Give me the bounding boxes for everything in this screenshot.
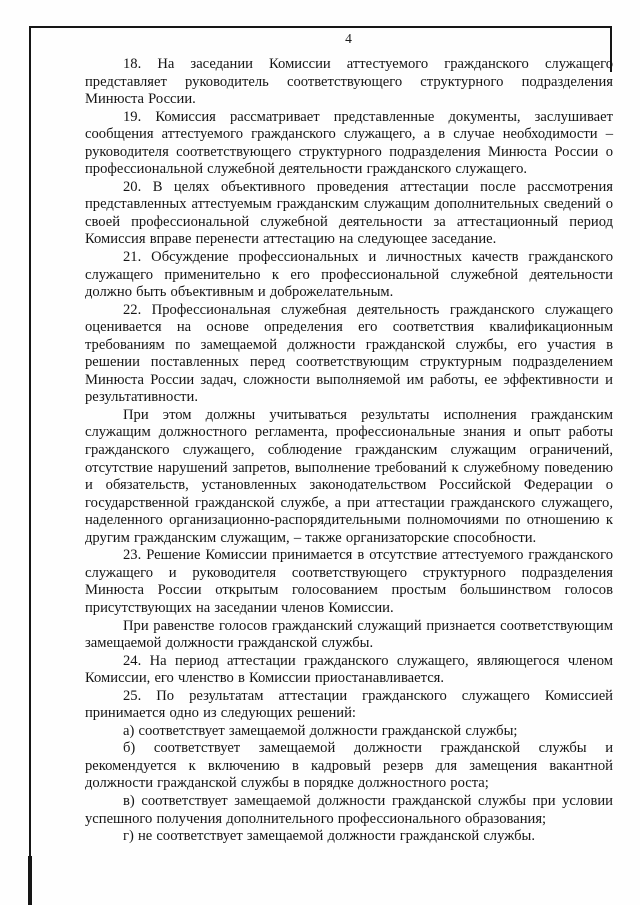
paragraph: 24. На период аттестации гражданского служащего, являющегося членом Комиссии, его членство в Комиссии приостанавливается. xyxy=(85,652,613,687)
paragraph: При равенстве голосов гражданский служащий признается соответствующим замещаемой должности гражданской службы. xyxy=(85,617,613,652)
paragraph: 19. Комиссия рассматривает представленные документы, заслушивает сообщения аттестуемого гражданского служащего, а в случае необходимости – руководителя соответствующего структурного подразделения Минюста России о профессиональной служебной деятельности гражданского служащего. xyxy=(85,108,613,178)
page-number: 4 xyxy=(345,31,352,46)
scan-border-bottom-left xyxy=(28,856,32,905)
paragraph: 21. Обсуждение профессиональных и личностных качеств гражданского служащего применительно к его профессиональной служебной деятельности должно быть объективным и доброжелательным. xyxy=(85,249,613,301)
document-body xyxy=(85,56,613,846)
paragraph: 25. По результатам аттестации гражданского служащего Комиссией принимается одно из следующих решений: xyxy=(85,687,613,722)
paragraph: 18. На заседании Комиссии аттестуемого гражданского служащего представляет руководитель соответствующего структурного подразделения Минюста России. xyxy=(85,56,613,108)
paragraph: При этом должны учитываться результаты исполнения гражданским служащим должностного регламента, профессиональные знания и опыт работы гражданского служащего, соблюдение гражданским служащим ограничений, отсутствие нарушений запретов, выполнение требований к служебному поведению и обязательств, установленных законодательством Российской Федерации о государственной гражданской службе, а при аттестации гражданского служащего, наделенного организационно-распорядительными полномочиями по отношению к другим гражданским служащим, – также организаторские способности. xyxy=(85,406,613,546)
paragraph: г) не соответствует замещаемой должности гражданской службы. xyxy=(123,828,535,845)
paragraph: в) соответствует замещаемой должности гражданской службы при условии успешного получения дополнительного профессионального образования; xyxy=(85,792,613,827)
paragraph: а) соответствует замещаемой должности гражданской службы; xyxy=(123,722,518,739)
scan-border-left xyxy=(29,26,31,905)
paragraph: 22. Профессиональная служебная деятельность гражданского служащего оценивается на основе определения его соответствия квалификационным требованиям по замещаемой должности гражданской службы, его участия в решении поставленных перед соответствующим структурным подразделением Минюста России задач, сложности выполняемой им работы, ее эффективности и результативности. xyxy=(85,301,613,406)
paragraph: 23. Решение Комиссии принимается в отсутствие аттестуемого гражданского служащего и руководителя соответствующего структурного подразделения Минюста России открытым голосованием простым большинством голосов присутствующих на заседании членов Комиссии. xyxy=(85,547,613,616)
paragraph: б) соответствует замещаемой должности гражданской службы и рекомендуется к включению в кадровый резерв для замещения вакантной должности гражданской службы в порядке должностного роста; xyxy=(85,740,613,792)
paragraph: 20. В целях объективного проведения аттестации после рассмотрения представленных аттестуемым гражданским служащим дополнительных сведений о своей профессиональной служебной деятельности за аттестационный период Комиссия вправе перенести аттестацию на следующее заседание. xyxy=(85,178,613,248)
scan-border-top xyxy=(29,26,612,28)
